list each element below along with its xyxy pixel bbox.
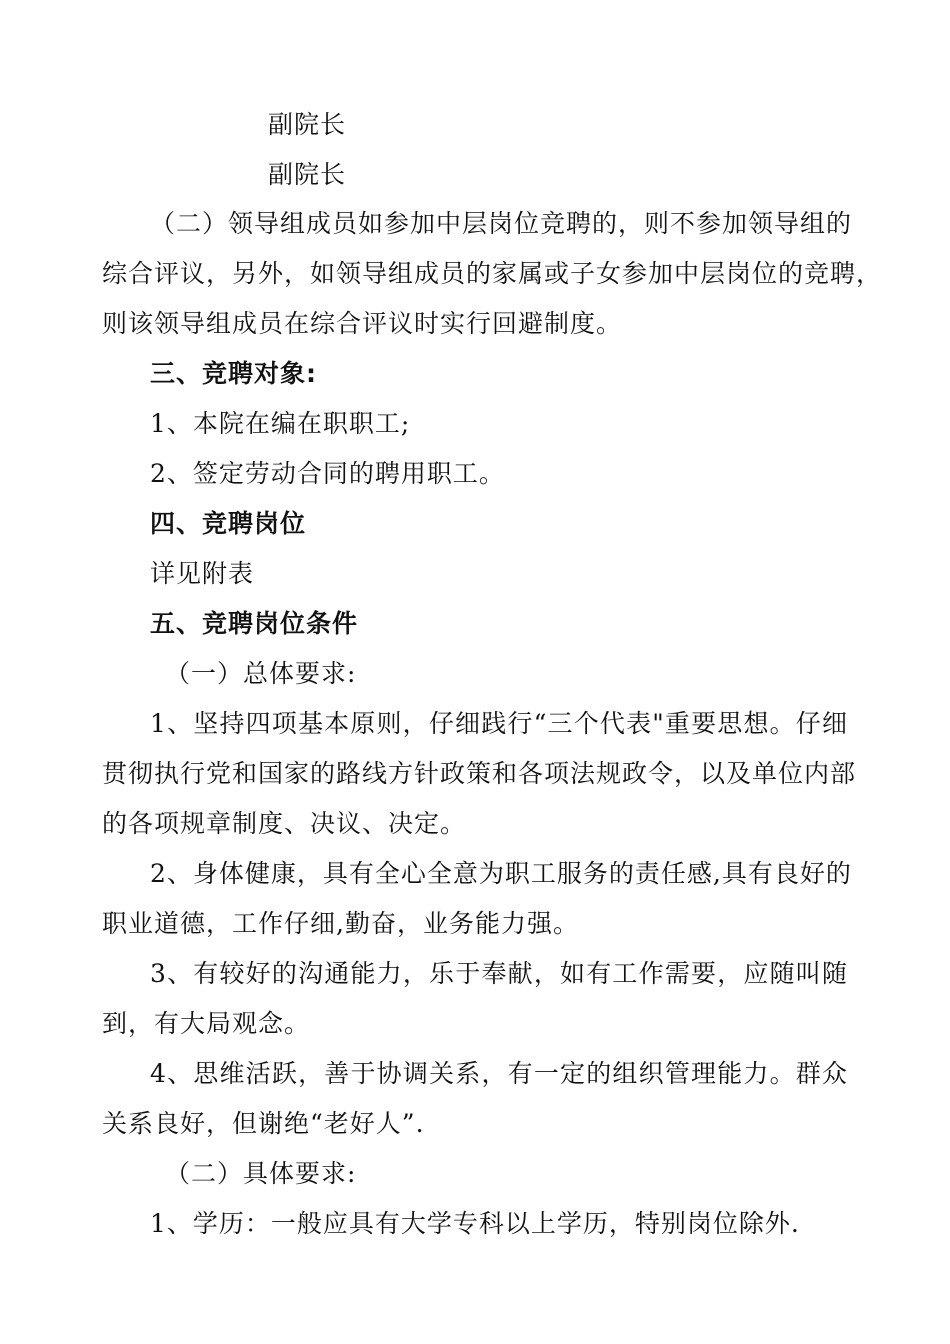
paragraph-line: 关系良好，但谢绝“老好人”. [102,1109,425,1138]
paragraph-line: 贯彻执行党和国家的路线方针政策和各项法规政令，以及单位内部 [102,759,857,788]
section-heading-3: 三、竞聘对象: [150,359,317,388]
paragraph-line: 的各项规章制度、决议、决定。 [102,809,467,838]
paragraph-line: （二）领导组成员如参加中层岗位竞聘的，则不参加领导组的 [150,209,853,238]
position-line-1: 副院长 [268,110,347,139]
subsection-heading: （一）总体要求: [165,659,357,688]
paragraph-line: 3、有较好的沟通能力，乐于奉献，如有工作需要，应随叫随 [150,959,848,988]
paragraph-line: 4、思维活跃，善于协调关系，有一定的组织管理能力。群众 [150,1059,848,1088]
section-heading-5: 五、竞聘岗位条件 [150,609,359,638]
paragraph-line: 职业道德，工作仔细,勤奋，业务能力强。 [102,909,579,938]
subsection-heading: （二）具体要求: [165,1159,357,1188]
paragraph-line: 到，有大局观念。 [102,1009,311,1038]
paragraph-line: 2、身体健康，具有全心全意为职工服务的责任感,具有良好的 [150,859,852,888]
paragraph-line: 1、学历：一般应具有大学专科以上学历，特别岗位除外. [150,1209,800,1238]
list-item: 1、本院在编在职职工; [150,409,411,438]
position-line-2: 副院长 [268,160,347,189]
paragraph-line: 综合评议，另外，如领导组成员的家属或子女参加中层岗位的竞聘， [102,259,883,288]
paragraph-line: 详见附表 [150,559,255,588]
list-item: 2、签定劳动合同的聘用职工。 [150,459,505,488]
section-heading-4: 四、竞聘岗位 [150,509,307,538]
paragraph-line: 则该领导组成员在综合评议时实行回避制度。 [102,309,623,338]
paragraph-line: 1、坚持四项基本原则，仔细践行“三个代表"重要思想。仔细 [150,709,848,738]
